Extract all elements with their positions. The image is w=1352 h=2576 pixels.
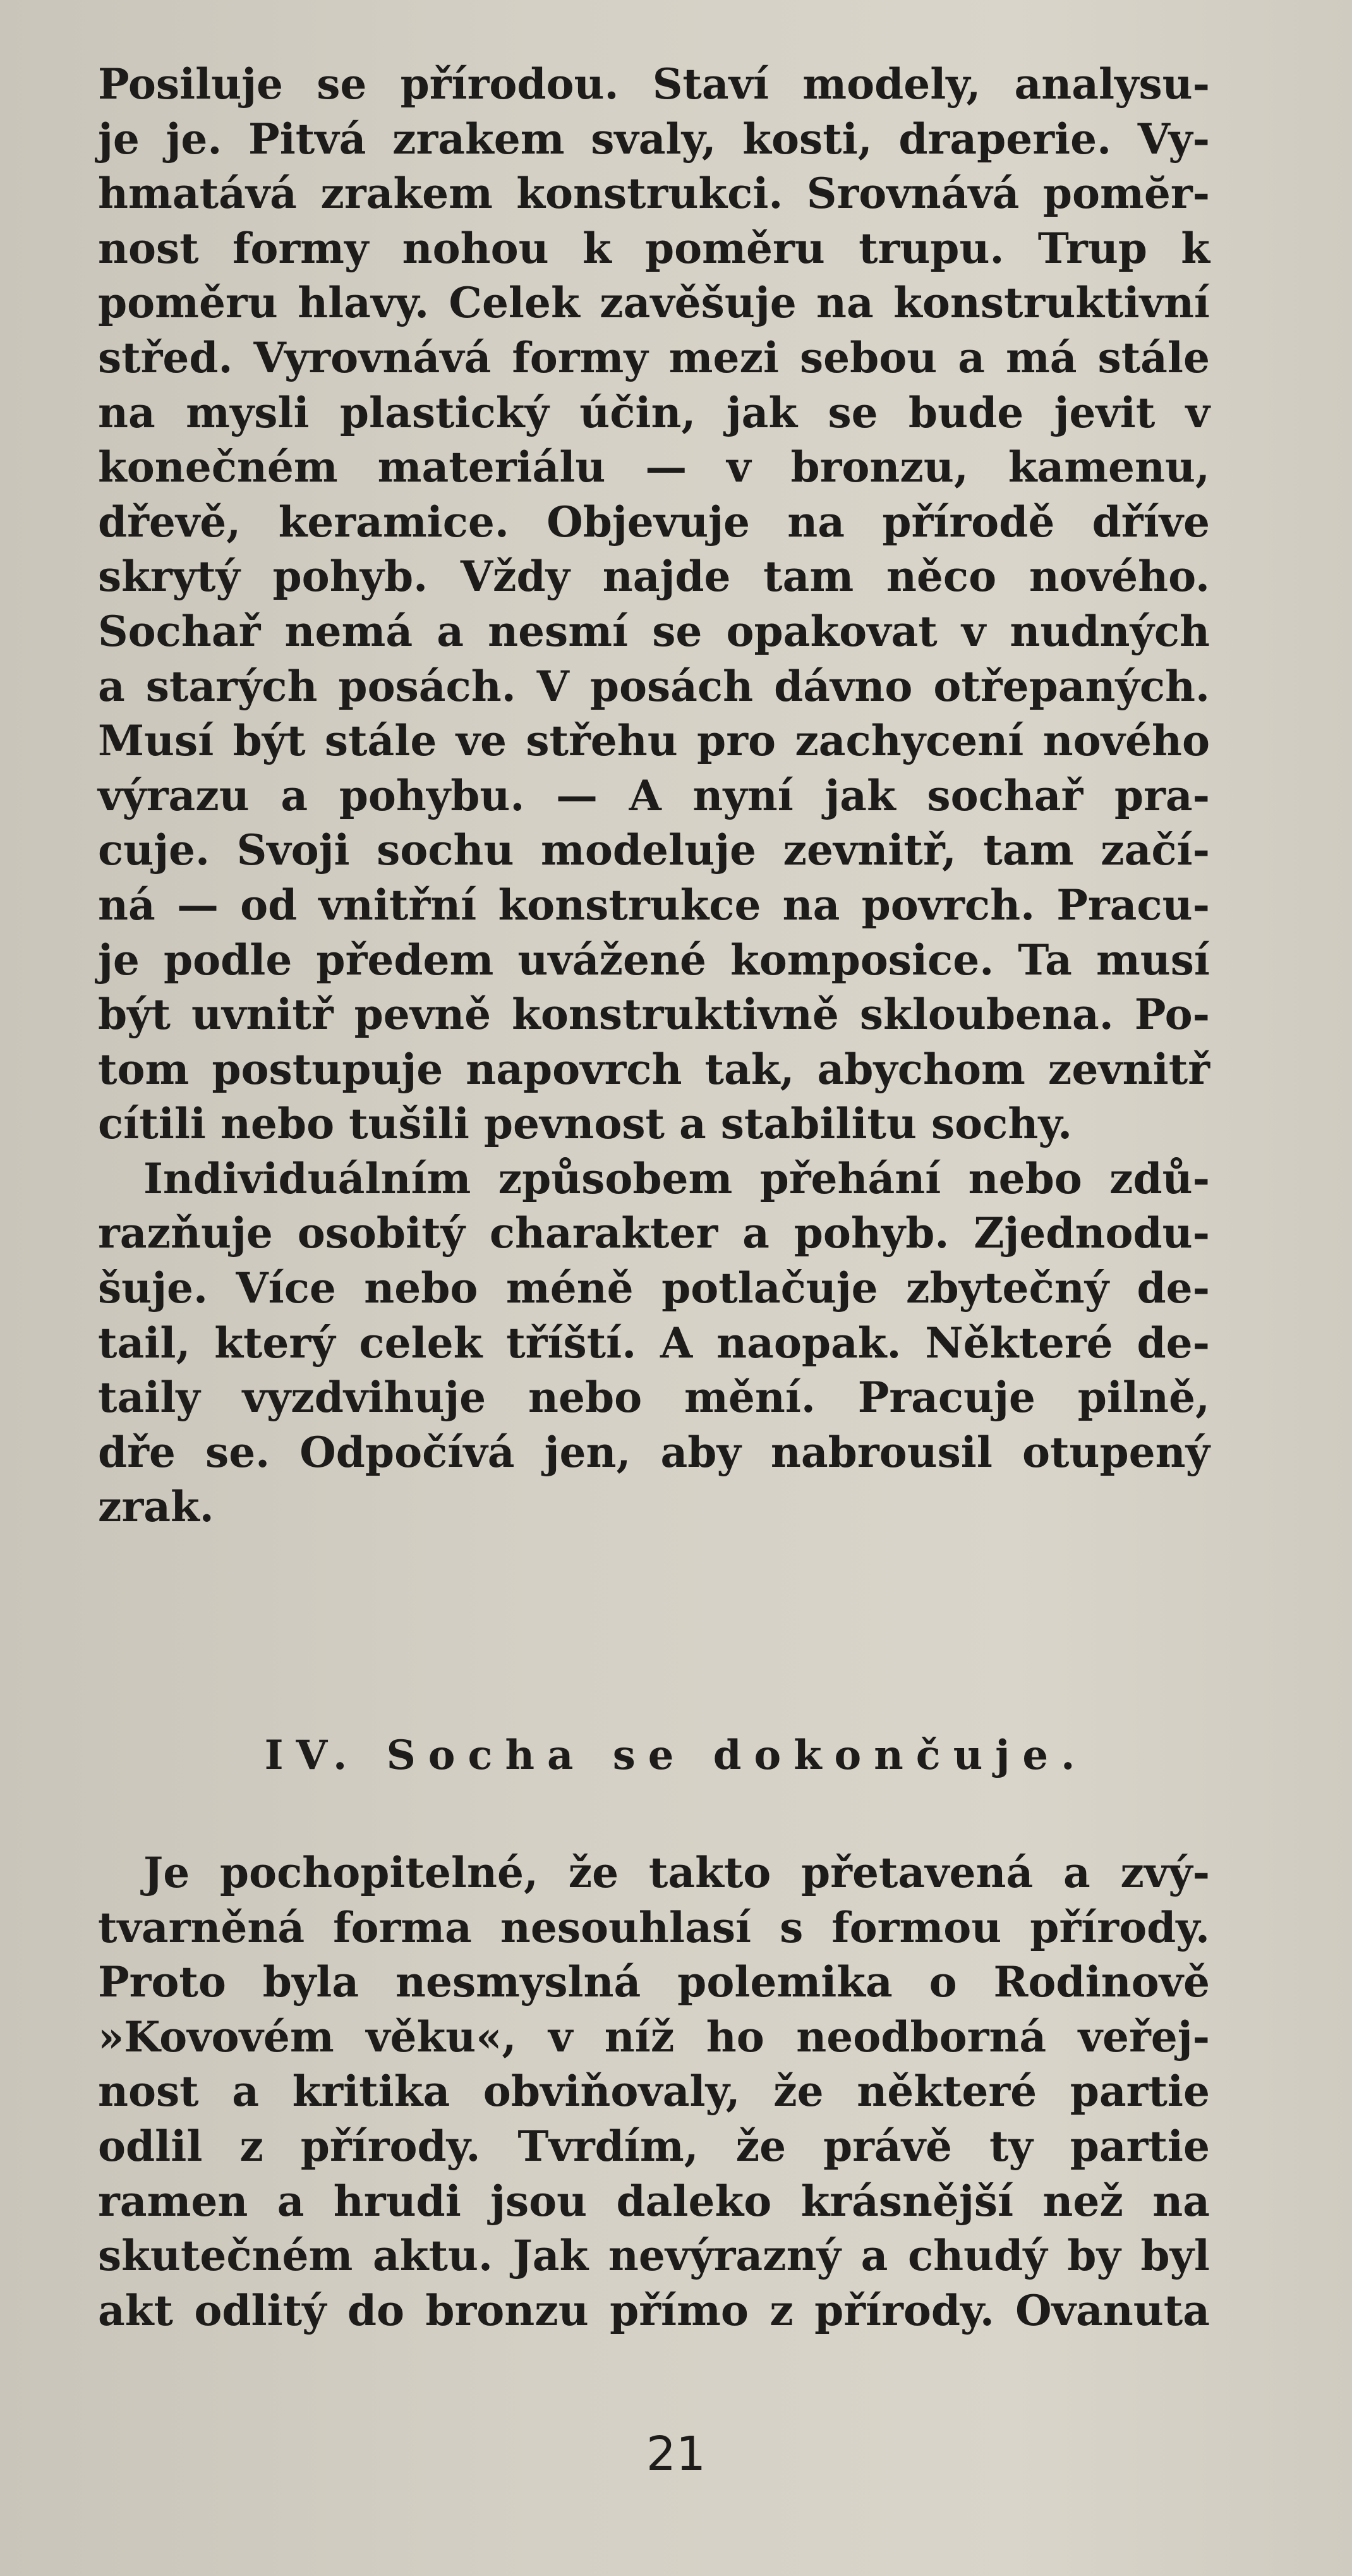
text-line: Musí být stále ve střehu pro zachycení nového <box>98 716 1210 766</box>
text-line: je je. Pitvá zrakem svaly, kosti, draperie. Vy- <box>98 114 1210 164</box>
text-line: skutečném aktu. Jak nevýrazný a chudý by byl <box>98 2231 1210 2281</box>
text-line: střed. Vyrovnává formy mezi sebou a má stále <box>98 332 1210 382</box>
text-line: akt odlitý do bronzu přímo z přírody. Ovanuta <box>98 2285 1210 2335</box>
text-line: hmatává zrakem konstrukci. Srovnává pomĕr- <box>98 169 1210 219</box>
text-line: nost a kritika obviňovaly, že některé partie <box>98 2067 1210 2117</box>
text-line: dřevě, keramice. Objevuje na přírodě dříve <box>98 497 1210 547</box>
text-line: být uvnitř pevně konstruktivně skloubena. Po- <box>98 990 1210 1040</box>
text-line: Je pochopitelné, že takto přetavená a zvý- <box>143 1848 1210 1897</box>
text-line: na mysli plastický účin, jak se bude jevit v <box>98 387 1210 437</box>
text-line: »Kovovém věku«, v níž ho neodborná veřej- <box>98 2012 1210 2062</box>
text-line: a starých posách. V posách dávno otřepaných. <box>98 661 1210 711</box>
text-line: konečném materiálu — v bronzu, kamenu, <box>98 442 1210 492</box>
text-line: Proto byla nesmyslná polemika o Rodinově <box>98 1957 1210 2007</box>
text-line: tail, který celek tříští. A naopak. Některé de- <box>98 1318 1210 1368</box>
text-line: cítili nebo tušili pevnost a stabilitu sochy. <box>98 1099 1073 1149</box>
text-line: zrak. <box>98 1482 214 1532</box>
text-line: ramen a hrudi jsou daleko krásnější než na <box>98 2176 1210 2226</box>
text-line: cuje. Svoji sochu modeluje zevnitř, tam začí- <box>98 825 1210 875</box>
body-text <box>98 57 1210 1534</box>
text-line: šuje. Více nebo méně potlačuje zbytečný de- <box>98 1263 1210 1313</box>
text-line: tom postupuje napovrch tak, abychom zevnitř <box>98 1044 1210 1094</box>
text-line: Sochař nemá a nesmí se opakovat v nudných <box>98 606 1210 656</box>
text-line: výrazu a pohybu. — A nyní jak sochař pra- <box>98 770 1210 820</box>
text-line: taily vyzdvihuje nebo mění. Pracuje pilně, <box>98 1373 1210 1423</box>
text-line: je podle předem uvážené komposice. Ta musí <box>98 935 1210 985</box>
section-body-text <box>98 1845 1210 2338</box>
text-line: ná — od vnitřní konstrukce na povrch. Pracu- <box>98 880 1210 930</box>
text-line: skrytý pohyb. Vždy najde tam něco nového. <box>98 552 1210 602</box>
text-line: nost formy nohou k poměru trupu. Trup k <box>98 223 1210 273</box>
text-line: dře se. Odpočívá jen, aby nabrousil otupený <box>98 1427 1210 1477</box>
text-line: odlil z přírody. Tvrdím, že právě ty partie <box>98 2121 1210 2171</box>
text-line: razňuje osobitý charakter a pohyb. Zjednodu- <box>98 1208 1210 1258</box>
section-heading: IV. Socha se dokončuje. <box>264 1732 1088 1779</box>
text-line: Posiluje se přírodou. Staví modely, analysu- <box>98 59 1210 109</box>
text-line: tvarněná forma nesouhlasí s formou přírody. <box>98 1902 1210 1952</box>
page-number: 21 <box>646 2427 706 2481</box>
text-line: Individuálním způsobem přehání nebo zdů- <box>143 1153 1210 1203</box>
text-line: poměru hlavy. Celek zavěšuje na konstruktivní <box>98 278 1210 328</box>
